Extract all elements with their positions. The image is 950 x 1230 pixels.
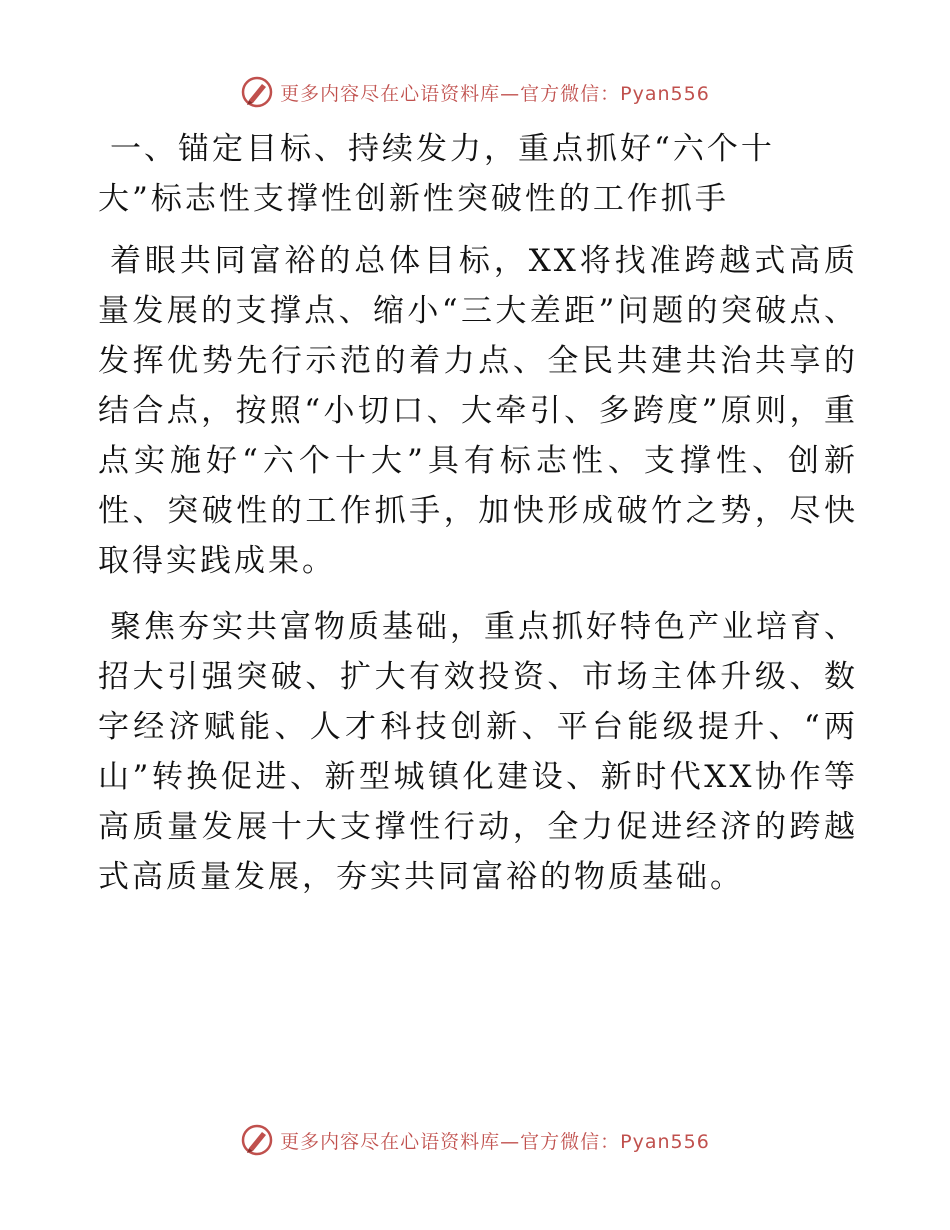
pen-logo-icon [240, 1123, 274, 1157]
watermark-header [0, 72, 950, 112]
watermark-text: 更多内容尽在心语资料库—官方微信：Pyan556 [280, 1130, 710, 1153]
section-heading: 一、锚定目标、持续发力，重点抓好“六个十大”标志性支撑性创新性突破性的工作抓手 [98, 131, 775, 217]
watermark-text: 更多内容尽在心语资料库—官方微信：Pyan556 [280, 82, 710, 105]
paragraph-2: 聚焦夯实共富物质基础，重点抓好特色产业培育、招大引强突破、扩大有效投资、市场主体升级、数字经济赋能、人才科技创新、平台能级提升、“两山”转换促进、新型城镇化建设、新时代XX协作等高质量发展十大支撑性行动，全力促进经济的跨越式高质量发展，夯实共同富裕的物质基础。 [98, 609, 858, 895]
pen-logo-icon [240, 75, 274, 109]
watermark-footer [0, 1120, 950, 1160]
document-body [98, 124, 858, 918]
paragraph-1: 着眼共同富裕的总体目标，XX将找准跨越式高质量发展的支撑点、缩小“三大差距”问题的突破点、发挥优势先行示范的着力点、全民共建共治共享的结合点，按照“小切口、大牵引、多跨度”原则，重点实施好“六个十大”具有标志性、支撑性、创新性、突破性的工作抓手，加快形成破竹之势，尽快取得实践成果。 [98, 243, 858, 579]
